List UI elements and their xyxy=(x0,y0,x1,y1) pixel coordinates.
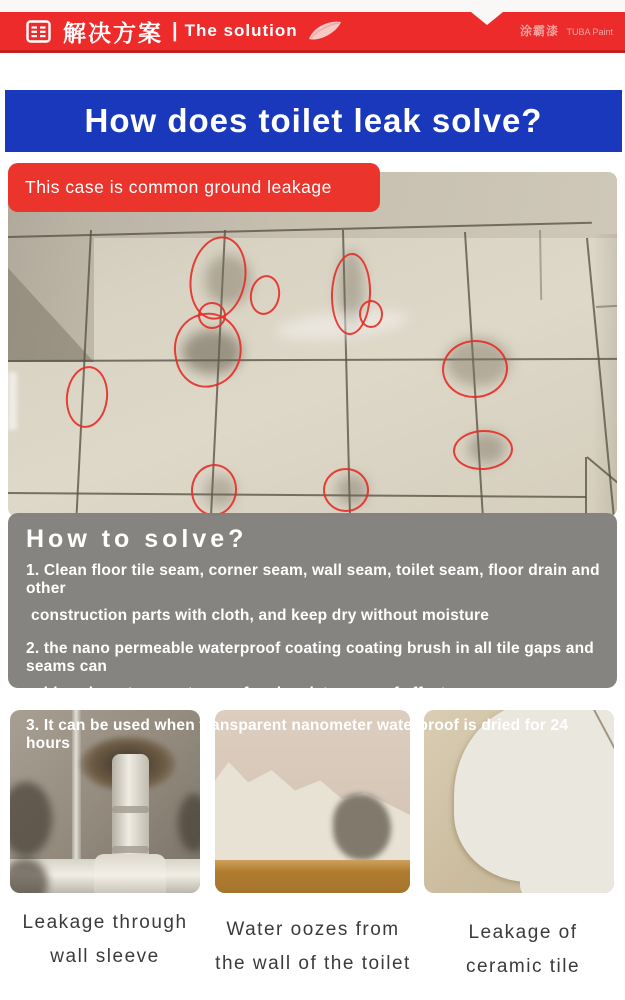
leak-marker-circle xyxy=(359,300,383,328)
caption-line: the wall of the toilet xyxy=(215,953,411,975)
pipe-coupling xyxy=(112,846,149,853)
header-title-zh: 解决方案 xyxy=(63,19,163,46)
caption-line: wall sleeve xyxy=(50,946,160,968)
solution-box xyxy=(8,513,617,752)
photo-right-wall xyxy=(592,234,617,517)
pipe-coupling xyxy=(112,806,149,813)
top-notch-triangle xyxy=(471,12,503,25)
page-title: How does toilet leak solve? xyxy=(84,102,543,139)
case-label xyxy=(8,163,380,212)
grout-line xyxy=(539,230,542,300)
solution-step-line: 1. Clean floor tile seam, corner seam, wall seam, toilet seam, floor drain and other xyxy=(26,562,600,597)
solution-title: How to solve? xyxy=(26,525,248,553)
caption-wall-sleeve xyxy=(5,906,205,974)
solution-step-line: achieve long-term waterproof and moisture-proof effect xyxy=(26,685,446,702)
wood-floor-strip xyxy=(215,860,410,893)
caption-line: ceramic tile xyxy=(465,956,581,978)
leak-marker-circle xyxy=(198,302,226,329)
grout-line xyxy=(585,457,587,515)
top-white-strip xyxy=(0,0,625,12)
case-label-text: This case is common ground leakage xyxy=(25,177,332,197)
header-bar xyxy=(0,12,625,53)
list-icon xyxy=(26,20,51,43)
pipe-tee-joint xyxy=(94,854,166,893)
caption-water-oozes xyxy=(203,913,423,981)
grout-line xyxy=(8,358,617,362)
leak-marker-circle xyxy=(323,468,369,512)
leak-marker-circle xyxy=(189,462,239,517)
caption-ceramic-tile xyxy=(428,916,618,984)
caption-line: Leakage of xyxy=(468,922,578,943)
caption-line: Water oozes from xyxy=(226,919,400,940)
solution-step-line: construction parts with cloth, and keep dry without moisture xyxy=(31,607,490,624)
leak-marker-circle xyxy=(63,364,111,430)
damp-blotch xyxy=(333,794,391,860)
solution-step-line: 3. It can be used when transparent nanometer waterproof is dried for 24 hours xyxy=(26,717,569,752)
photo-highlight xyxy=(8,372,17,430)
brand-zh: 涂霸漆 xyxy=(520,24,560,38)
grout-line xyxy=(8,492,586,498)
caption-line: Leakage through xyxy=(22,912,188,933)
leak-marker-circle xyxy=(452,428,514,471)
header-title-en: The solution xyxy=(184,21,298,40)
ground-leakage-photo xyxy=(8,172,617,517)
leak-marker-circle xyxy=(247,273,283,318)
brand-en: TUBA Paint xyxy=(566,27,613,37)
header-divider: | xyxy=(172,19,178,42)
solution-step-line: 2. the nano permeable waterproof coating coating brush in all tile gaps and seams can xyxy=(26,640,594,675)
mold-patch xyxy=(178,794,200,852)
brand-text xyxy=(520,22,613,40)
leaf-icon xyxy=(306,18,344,44)
mold-patch xyxy=(10,782,52,856)
peeled-patch xyxy=(520,768,614,893)
headline-banner xyxy=(5,90,622,152)
